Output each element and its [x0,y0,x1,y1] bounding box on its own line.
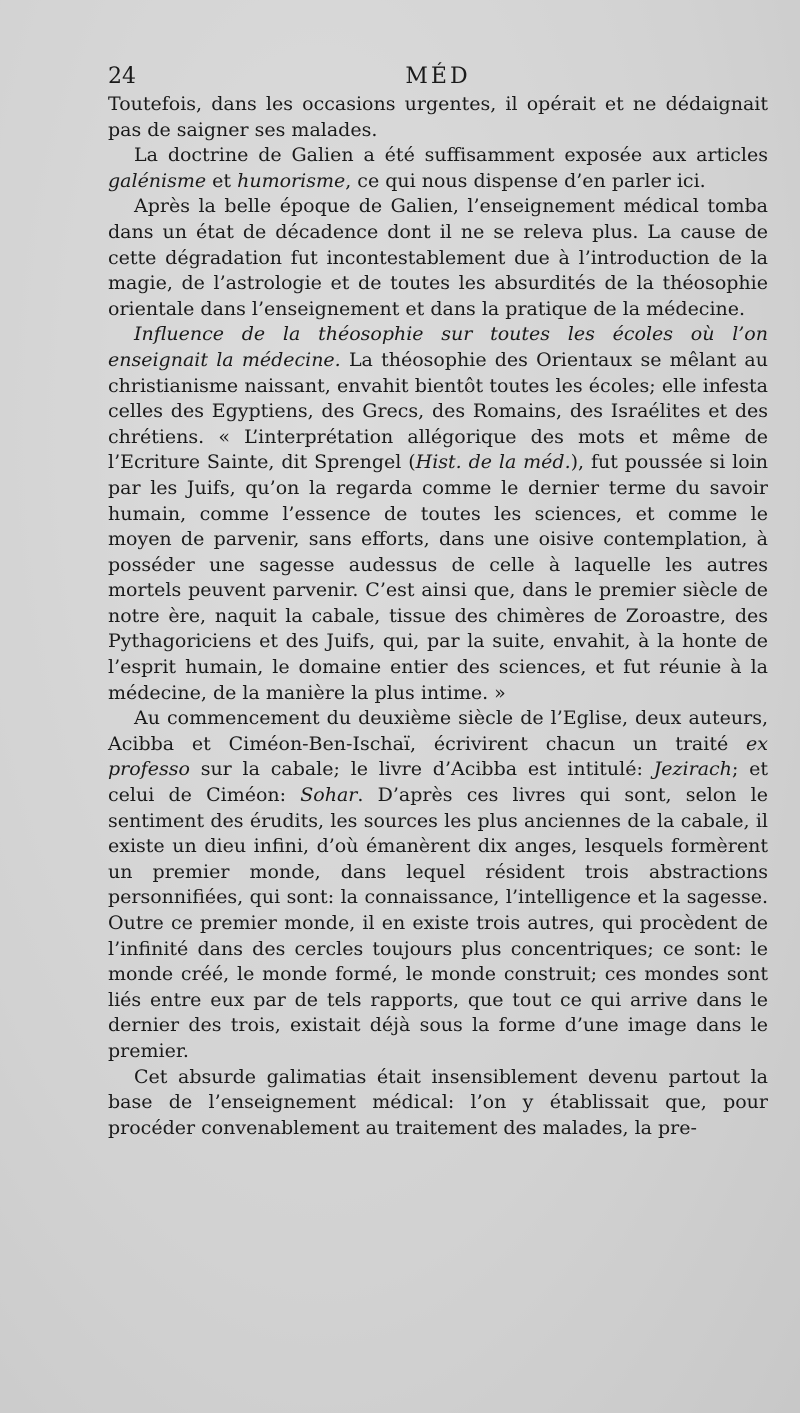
text-run: ; et celui de Ciméon: [108,758,768,807]
text-run: . D’après ces livres qui sont, selon le sentiment des érudits, les sources les plus anciennes de la cabale, il existe un dieu infini, d’où émanèrent dix anges, lesquels formèrent un premier monde, dans lequel résident trois abstractions personnifiées, qui sont: la connaissance, l’intelligence et la sagesse. Outre ce premier monde, il en existe trois autres, qui procèdent de l’infinité dans des cercles toujours plus concentriques; ce sont: le monde créé, le monde formé, le monde construit; ces mondes sont liés entre eux par de tels rapports, que tout ce qui arrive dans le dernier des trois, existait déjà sous la forme d’une image dans le premier. [108,784,768,1062]
text-run: La doctrine de Galien a été suffisamment exposée aux articles [134,144,768,167]
italic-text: Sohar [300,784,358,807]
text-run: Après la belle époque de Galien, l’enseignement médical tomba dans un état de décadence dont il ne se releva plus. La cause de cette dégradation fut incontestablement due à l’introduction de la magie, de l’astrologie et de toutes les absurdités de la théosophie orientale dans l’enseignement et dans la pratique de la médecine. [108,195,768,320]
paragraph [108,706,768,1064]
text-run: , ce qui nous dispense d’en parler ici. [345,169,706,192]
text-run: Cet absurde galimatias était insensiblement devenu partout la base de l’enseignement médical: l’on y établissait que, pour procéder convenablement au traitement des malades, la pre- [108,1065,768,1139]
paragraph [108,143,768,194]
paragraph [108,1065,768,1142]
text-run: sur la cabale; le livre d’Acibba est intitulé: [189,758,654,781]
text-run: ), fut poussée si loin par les Juifs, qu’on la regarda comme le dernier terme du savoir humain, comme l’essence de toutes les sciences, et comme le moyen de parvenir, sans efforts, dans une oisive contemplation, à posséder une sagesse audessus de celle à laquelle les autres mortels peuvent parvenir. C’est ainsi que, dans le premier siècle de notre ère, naquit la cabale, tissue des chimères de Zoroastre, des Pythagoriciens et des Juifs, qui, par la suite, envahit, à la honte de l’esprit humain, le domaine entier des sciences, et fut réunie à la médecine, de la manière la plus intime. » [108,451,769,704]
text-run: Au commencement du deuxième siècle de l’Eglise, deux auteurs, Acibba et Ciméon-Ben-Ischaï, écrivirent chacun un traité [108,707,768,755]
italic-text: galénisme [108,169,207,192]
paragraph [108,92,768,143]
italic-text: Jezirach [653,758,732,781]
italic-text: humorisme [237,169,346,192]
page-body [108,92,768,1141]
page-header [108,62,768,92]
italic-text: Influence de la théosophie sur toutes les écoles où l’on enseignait la médecine. [108,323,768,371]
page-number: 24 [108,64,136,89]
italic-text: ex professo [108,732,768,781]
text-run: et [206,169,238,192]
text-run: La théosophie des Orientaux se mêlant au christianisme naissant, envahit bientôt toutes les écoles; elle infesta celles des Egyptiens, des Grecs, des Romains, des Israélites et des chrétiens. « L’interprétation allégorique des mots et même de l’Ecriture Sainte, dit Sprengel ( [108,348,768,474]
text-run: Toutefois, dans les occasions urgentes, il opérait et ne dédaignait pas de saigner ses malades. [108,93,768,141]
paragraph [108,322,768,706]
book-page [108,62,768,1141]
paragraph [108,194,768,322]
running-head: MÉD [405,64,471,89]
italic-text: Hist. de la méd. [415,451,571,474]
